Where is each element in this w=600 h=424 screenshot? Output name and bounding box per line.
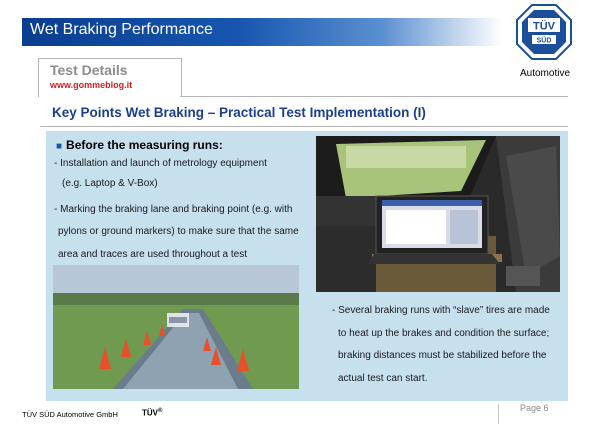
tuv-sud-logo	[516, 4, 572, 60]
footer-brand-text: TÜV	[142, 408, 158, 418]
footer-brand-sup: ®	[158, 408, 163, 414]
right-text-line: braking distances must be stabilized before the	[338, 350, 547, 361]
left-text-line: - Installation and launch of metrology equipment	[54, 158, 267, 169]
left-text-line: pylons or ground markers) to make sure that the same	[58, 226, 299, 237]
heading-divider	[40, 126, 568, 127]
bullet-heading-text: Before the measuring runs:	[66, 138, 223, 152]
left-text-line: area and traces are used throughout a test	[58, 249, 248, 260]
left-text-line: (e.g. Laptop & V-Box)	[62, 178, 158, 189]
logo-text-bottom: SÜD	[536, 37, 552, 45]
watermark-url: www.gommeblog.it	[50, 80, 133, 90]
bullet-square-icon: ■	[56, 141, 63, 152]
wet-track-photo	[53, 265, 299, 389]
tab-underline	[180, 96, 568, 97]
tab-title: Test Details	[50, 62, 128, 78]
car-laptop-photo	[316, 136, 560, 292]
company-name: TÜV SÜD Automotive GmbH	[22, 410, 118, 419]
logo-text-top: TÜV	[533, 20, 555, 33]
section-heading: Key Points Wet Braking – Practical Test Implementation (I)	[52, 105, 426, 120]
logo-caption: Automotive	[519, 68, 571, 79]
footer-divider	[498, 404, 499, 424]
footer-brand	[142, 408, 162, 418]
right-text-line: actual test can start.	[338, 373, 428, 384]
title-bar	[22, 18, 502, 46]
bullet-heading	[56, 138, 223, 152]
right-text-line: to heat up the brakes and condition the surface;	[338, 328, 550, 339]
right-text-line: - Several braking runs with “slave” tires are made	[332, 305, 550, 316]
page-number: Page 6	[520, 403, 549, 413]
slide-title: Wet Braking Performance	[30, 21, 213, 38]
left-text-line: - Marking the braking lane and braking point (e.g. with	[54, 204, 293, 215]
